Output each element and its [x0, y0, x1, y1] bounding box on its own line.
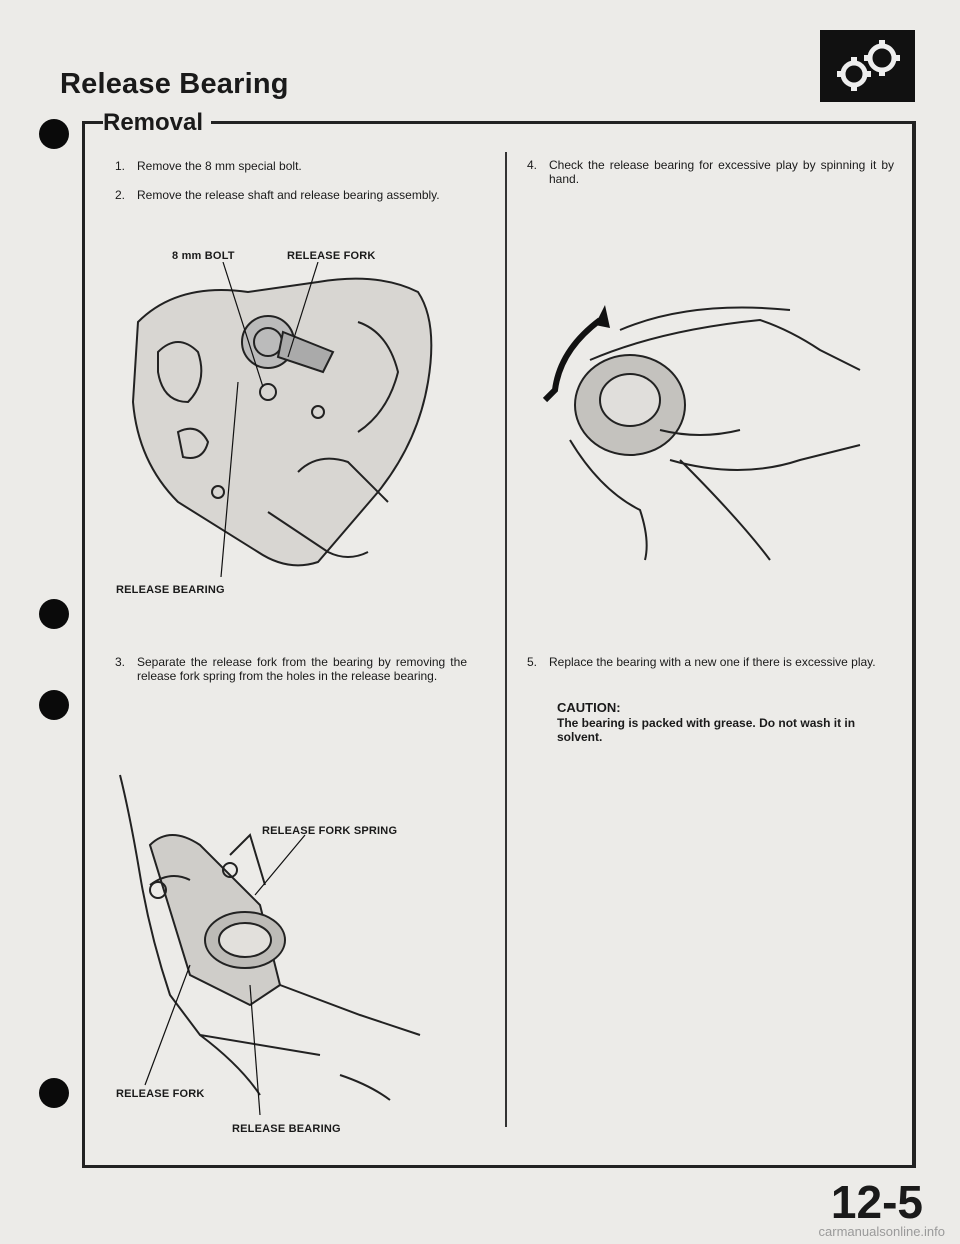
page-title: Release Bearing — [60, 68, 289, 100]
step-2: 2. Remove the release shaft and release bearing assembly. — [115, 188, 440, 202]
step-5: 5. Replace the bearing with a new one if there is excessive play. — [527, 655, 876, 669]
gear-transmission-icon — [820, 30, 915, 102]
step-4: 4. Check the release bearing for excessive play by spinning it by hand. — [527, 158, 894, 186]
step-1: 1. Remove the 8 mm special bolt. — [115, 159, 302, 173]
label-release-fork: RELEASE FORK — [287, 250, 376, 262]
label-release-fork-spring: RELEASE FORK SPRING — [262, 825, 398, 837]
label-release-bearing: RELEASE BEARING — [116, 584, 225, 596]
label-release-bearing-2: RELEASE BEARING — [232, 1123, 341, 1135]
step-3: 3. Separate the release fork from the bearing by removing the release fork spring from the holes in the release bearing. — [115, 655, 467, 683]
binder-hole — [39, 690, 69, 720]
caution-text: The bearing is packed with grease. Do not wash it in solvent. — [557, 716, 856, 744]
binder-hole — [39, 119, 69, 149]
column-divider — [505, 152, 507, 1127]
label-8mm-bolt: 8 mm BOLT — [172, 250, 235, 262]
spinning-bearing-illustration — [540, 300, 870, 570]
binder-hole — [39, 599, 69, 629]
page-number: 12-5 — [830, 1176, 923, 1228]
watermark: carmanualsonline.info — [818, 1224, 945, 1239]
release-fork-spring-illustration — [110, 755, 440, 1125]
binder-hole — [39, 1078, 69, 1108]
caution-heading: CAUTION: — [557, 700, 621, 715]
transmission-housing-illustration — [118, 262, 458, 582]
label-release-fork-2: RELEASE FORK — [116, 1088, 205, 1100]
section-heading: Removal — [103, 109, 211, 137]
